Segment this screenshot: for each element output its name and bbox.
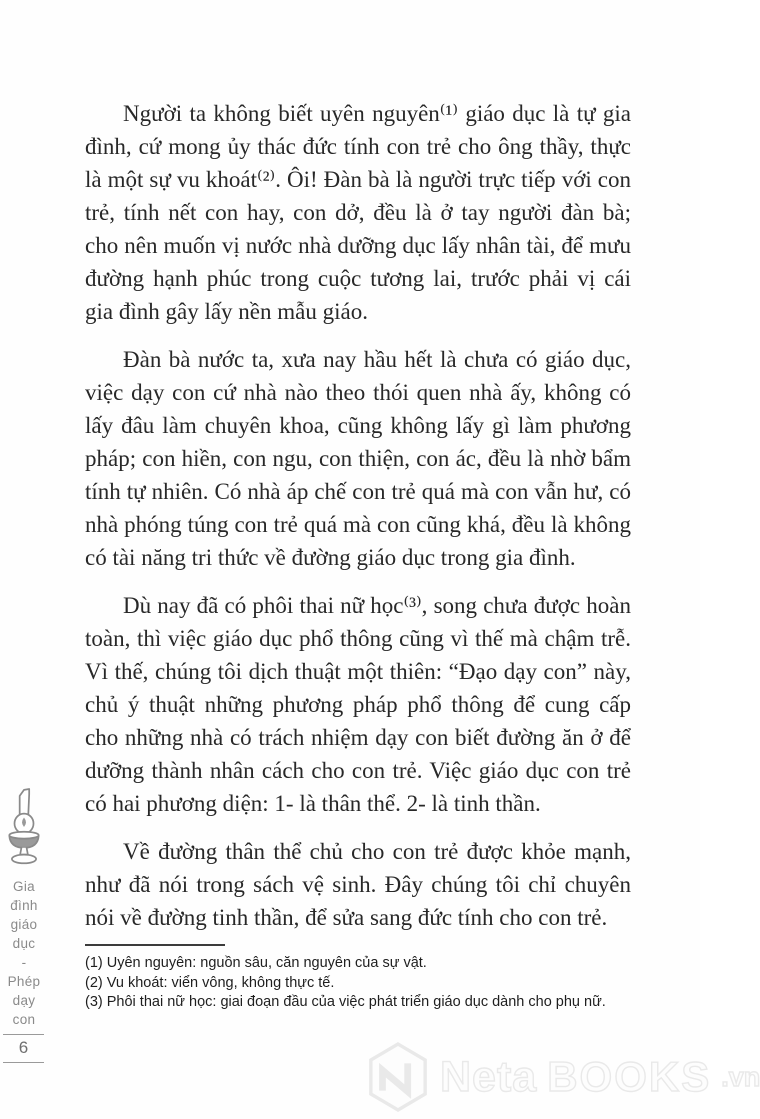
- book-title-word: -: [21, 955, 27, 970]
- book-title-word: dạy: [12, 993, 36, 1008]
- sidebar: [0, 784, 48, 1029]
- watermark-text-neta: Neta: [440, 1052, 538, 1101]
- oil-lamp-icon: [0, 784, 48, 870]
- watermark-text-vn: .vn: [721, 1061, 760, 1092]
- book-title-word: đình: [10, 898, 38, 913]
- book-title-word: con: [12, 1012, 36, 1027]
- paragraph-2: Đàn bà nước ta, xưa nay hầu hết là chưa có giáo dục, việc dạy con cứ nhà nào theo thói quen nhà ấy, không có lấy đâu làm chuyên khoa, cũng không lấy gì làm phương pháp; con hiền, con ngu, con thiện, con ác, đều là nhờ bẩm tính tự nhiên. Có nhà áp chế con trẻ quá mà con vẫn hư, có nhà phóng túng con trẻ quá mà con cũng khá, đều là không có tài năng tri thức về đường giáo dục trong gia đình.: [85, 347, 631, 570]
- footnote-3: (3) Phôi thai nữ học: giai đoạn đầu của việc phát triển giáo dục dành cho phụ nữ.: [85, 994, 606, 1010]
- watermark-text-books: BOOKS: [547, 1053, 712, 1100]
- page-number: 6: [3, 1034, 44, 1063]
- book-title-vertical: [0, 877, 48, 1029]
- body-text: [85, 97, 631, 949]
- netabooks-hexagon-logo: [366, 1042, 430, 1112]
- book-title-word: Gia: [13, 879, 35, 894]
- paragraph-3: Dù nay đã có phôi thai nữ học⁽³⁾, song chưa được hoàn toàn, thì việc giáo dục phổ thông cũng vì thế mà chậm trễ. Vì thế, chúng tôi dịch thuật một thiên: “Đạo dạy con” này, chủ ý thuật những phương pháp phổ thông để cung cấp cho những nhà có trách nhiệm dạy con biết đường ăn ở để dưỡng thành nhân cách cho con trẻ. Việc giáo dục con trẻ có hai phương diện: 1- là thân thể. 2- là tinh thần.: [85, 593, 631, 816]
- paragraph-4: Về đường thân thể chủ cho con trẻ được khỏe mạnh, như đã nói trong sách vệ sinh. Đây chúng tôi chỉ chuyên nói về đường tinh thần, để sửa sang đức tính cho con trẻ.: [85, 839, 631, 930]
- footnote-1: (1) Uyên nguyên: nguồn sâu, căn nguyên của sự vật.: [85, 955, 427, 971]
- book-title-word: Phép: [7, 974, 41, 989]
- book-title-word: giáo: [10, 917, 38, 932]
- paragraph-1: Người ta không biết uyên nguyên⁽¹⁾ giáo dục là tự gia đình, cứ mong ủy thác đức tính con trẻ cho ông thầy, thực là một sự vu khoát⁽²⁾. Ôi! Đàn bà là người trực tiếp với con trẻ, tính nết con hay, con dở, đều là ở tay người đàn bà; cho nên muốn vị nước nhà dưỡng dục lấy nhân tài, để mưu đường hạnh phúc trong cuộc tương lai, trước phải vị cái gia đình gây lấy nền mẫu giáo.: [85, 101, 631, 324]
- book-title-word: dục: [12, 936, 36, 951]
- footnote-2: (2) Vu khoát: viển vông, không thực tế.: [85, 974, 335, 991]
- footnote-divider: [85, 944, 225, 946]
- footnotes-section: [85, 938, 633, 1013]
- netabooks-watermark: [366, 1040, 760, 1114]
